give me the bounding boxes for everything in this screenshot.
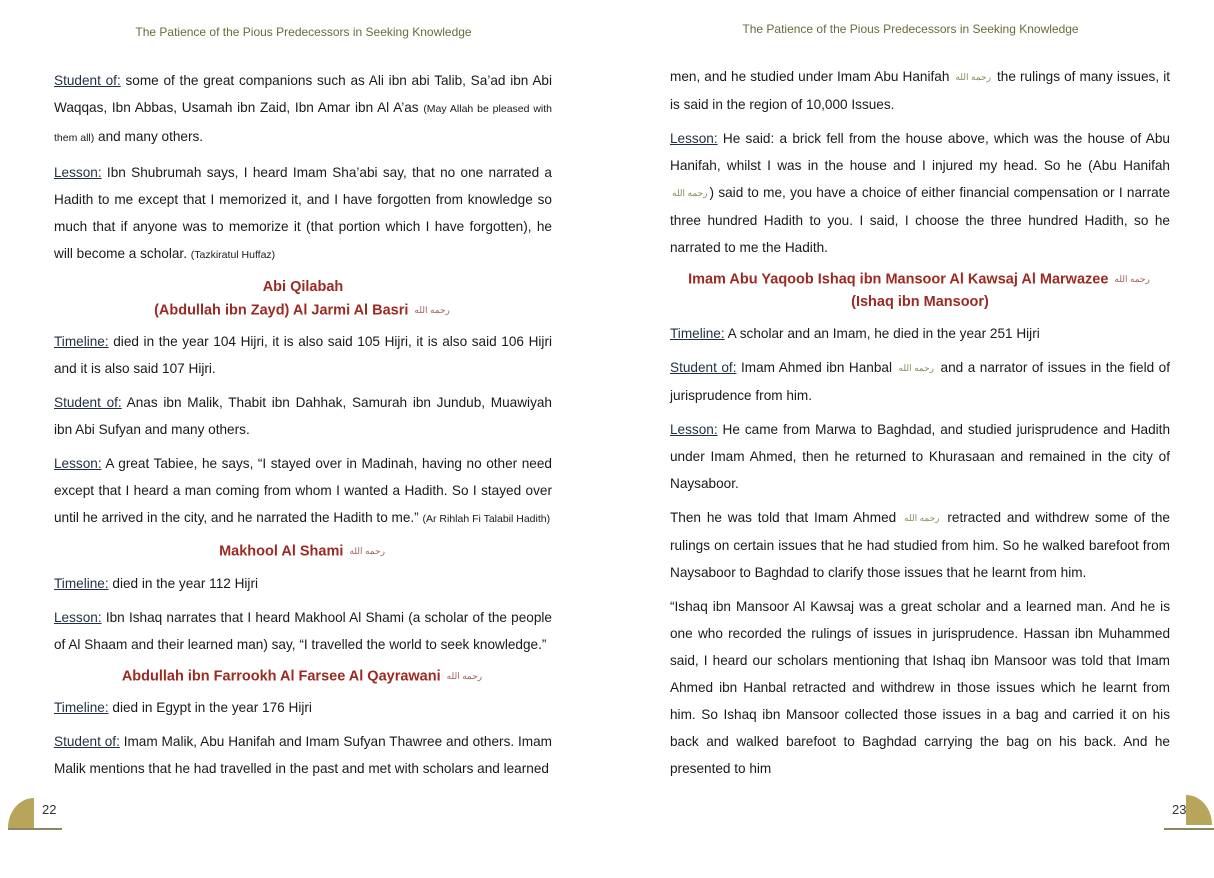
right-page [607,0,1214,878]
paragraph-student-of: Student of: Imam Ahmed ibn Hanbal رحمه الله and a narrator of issues in the field of jurisprudence from him. [670,354,1170,409]
paragraph-lesson: Lesson: A great Tabiee, he says, “I stayed over in Madinah, having no other need except that I heard a man coming from whom I wanted a Hadith. So I stayed over until he arrived in the city, and he narrated the Hadith to me.” (Ar Rihlah Fi Talabil Hadith) [54,456,552,526]
honorific-icon: رحمه الله [446,670,483,681]
paragraph-student-of: Student of: Imam Malik, Abu Hanifah and Imam Sufyan Thawree and others. Imam Malik mentions that he had travelled in the past and met with scholars and learned [54,733,552,776]
section-heading-ishaq-ibn-mansoor: Imam Abu Yaqoob Ishaq ibn Mansoor Al Kawsaj Al Marwazee رحمه الله (Ishaq ibn Mansoor) [670,268,1170,314]
citation: (Tazkiratul Huffaz) [190,249,276,261]
paragraph-lesson: Lesson: He came from Marwa to Baghdad, and studied jurisprudence and Hadith under Imam Ahmed, then he returned to Khurasaan and remained in the city of Naysaboor. [670,422,1170,492]
label: Student of: [670,360,737,376]
honorific-icon: رحمه الله [904,512,940,523]
running-head: The Patience of the Pious Predecessors in Seeking Knowledge [742,22,1079,36]
paragraph-timeline: Timeline: died in Egypt in the year 176 Hijri [54,699,312,715]
honorific-icon: رحمه الله [898,363,935,374]
label: Lesson: [54,456,102,472]
paragraph-continuation: men, and he studied under Imam Abu Hanifah رحمه الله the rulings of many issues, it is said in the region of 10,000 Issues. [670,63,1170,118]
honorific-icon: رحمه الله [672,187,708,198]
paragraph-quote: “Ishaq ibn Mansoor Al Kawsaj was a great scholar and a learned man. And he is one who recorded the rulings of issues in jurisprudence. Hassan ibn Muhammed said, I heard our scholars mentioning that Ishaq ibn Mansoor was told that Imam Ahmed ibn Hanbal retracted and withdrew in those issues which he learnt from him. So Ishaq ibn Mansoor collected those issues in a bag and carried it on his back and walked barefoot to Baghdad carrying the bag on his back. And he presented to him [670,598,1170,776]
honorific-icon: رحمه الله [349,546,385,557]
honorific-icon: رحمه الله [414,305,450,315]
label: Timeline: [54,699,109,715]
folio-rule [8,828,62,830]
page-number: 23 [1172,802,1187,817]
label: Student of: [54,395,122,411]
section-heading-abdullah-farrookh: Abdullah ibn Farrookh Al Farsee Al Qayrawani رحمه الله [54,665,552,688]
label: Lesson: [54,609,102,625]
page-number-footer [1150,795,1214,830]
honorific-icon: رحمه الله [1114,273,1150,284]
folio-tab-icon [8,798,34,828]
page-number: 22 [42,802,57,817]
paragraph-timeline: Timeline: died in the year 112 Hijri [54,575,258,591]
paragraph-student-of: Student of: Anas ibn Malik, Thabit ibn Dahhak, Samurah ibn Jundub, Muawiyah ibn Abi Sufyan and many others. [54,395,552,438]
paragraph-retraction: Then he was told that Imam Ahmed رحمه الله retracted and withdrew some of the rulings on certain issues that he had studied from him. So he walked barefoot from Naysaboor to Baghdad to clarify those issues that he learnt from him. [670,504,1170,586]
folio-tab-icon [1186,795,1212,825]
page-number-footer [8,795,78,830]
label: Student of: [54,73,121,88]
paragraph-timeline: Timeline: A scholar and an Imam, he died in the year 251 Hijri [670,326,1040,342]
page-body [670,63,1170,789]
citation: (May Allah be pleased with them all) [54,103,552,144]
section-heading-makhool: Makhool Al Shami رحمه الله [54,540,552,563]
honorific-icon: رحمه الله [955,71,991,82]
label: Timeline: [54,575,109,591]
label: Lesson: [670,130,718,146]
paragraph-timeline: Timeline: died in the year 104 Hijri, it is also said 105 Hijri, it is also said 106 Hijri and it is also said 107 Hijri. [54,334,552,377]
running-head: The Patience of the Pious Predecessors in Seeking Knowledge [135,25,472,39]
label: Timeline: [670,326,725,342]
paragraph-student-of: Student of: some of the great companions such as Ali ibn abi Talib, Sa’ad ibn Abi Waqqas, Ibn Abbas, Usamah ibn Zaid, Ibn Amar ibn Al A’as (May Allah be pleased with them all) and many others. [54,73,552,144]
page-body [54,67,552,789]
label: Student of: [54,733,120,749]
paragraph-lesson: Lesson: He said: a brick fell from the house above, which was the house of Abu Hanifah, whilst I was in the house and I injured my head. So he (Abu Hanifah رحمه الله ) said to me, you have a choice of either financial compensation or I narrate three hundred Hadith to you. I said, I choose the three hundred Hadith, so he narrated to me the Hadith. [670,130,1170,255]
label: Lesson: [54,165,102,180]
citation: (Ar Rihlah Fi Talabil Hadith) [422,513,551,526]
section-heading-abi-qilabah: Abi Qilabah (Abdullah ibn Zayd) Al Jarmi Al Basri رحمه الله [54,276,552,322]
label: Timeline: [54,334,109,350]
paragraph-lesson: Lesson: Ibn Ishaq narrates that I heard Makhool Al Shami (a scholar of the people of Al Shaam and their learned man) say, “I travelled the world to seek knowledge.” [54,609,552,652]
label: Lesson: [670,422,718,438]
paragraph-lesson: Lesson: Ibn Shubrumah says, I heard Imam Sha’abi say, that no one narrated a Hadith to me except that I memorized it, and I have forgotten from knowledge so much that if anyone was to memorize it (that portion which I have forgotten), he will become a scholar. (Tazkiratul Huffaz) [54,165,552,261]
folio-rule [1164,828,1214,830]
